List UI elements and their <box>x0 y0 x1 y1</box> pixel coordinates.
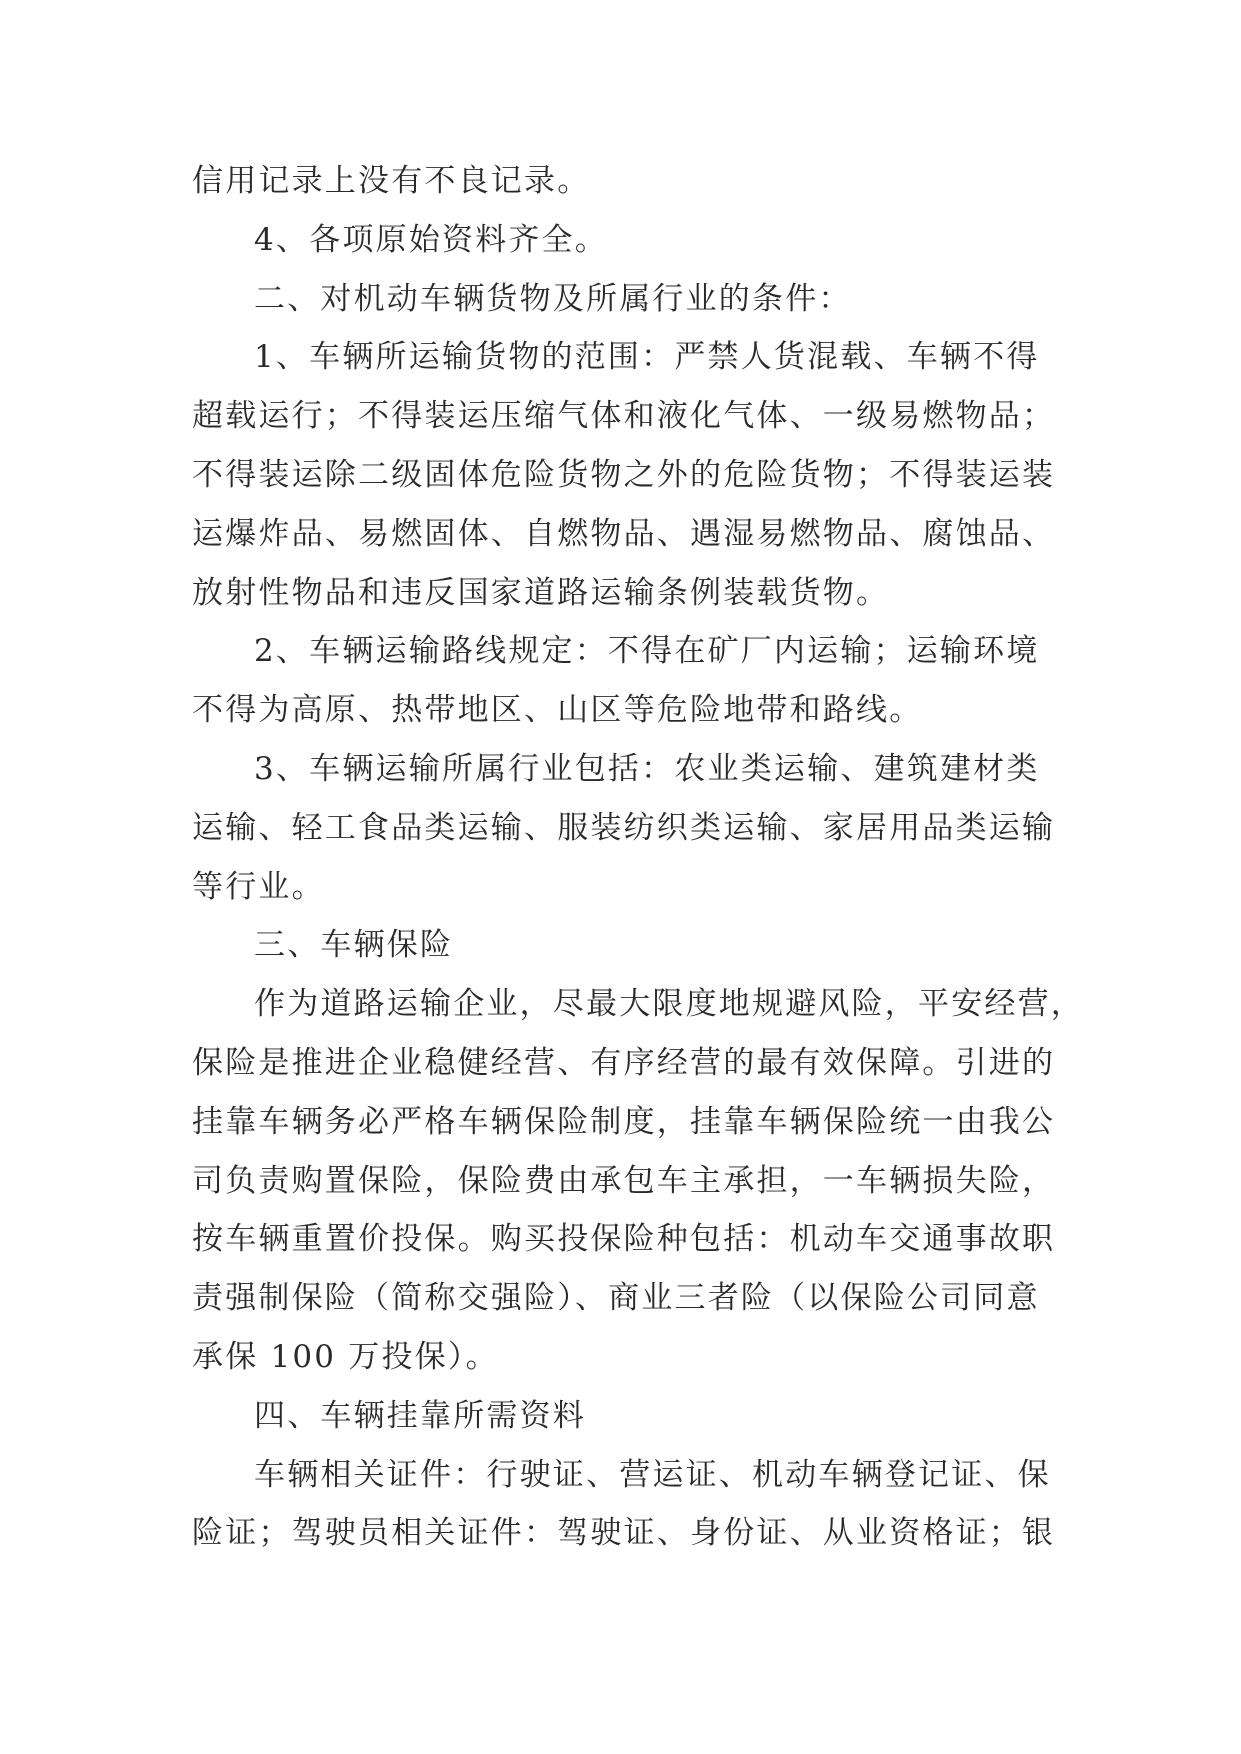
text-line: 4、各项原始资料齐全。 <box>254 221 608 258</box>
text-line: 运输、轻工食品类运输、服装纺织类运输、家居用品类运输 <box>192 809 1056 846</box>
text-line: 车辆相关证件：行驶证、营运证、机动车辆登记证、保 <box>254 1456 1051 1493</box>
document-body <box>192 152 1084 1563</box>
text-line: 1、车辆所运输货物的范围：严禁人货混载、车辆不得 <box>254 339 1040 376</box>
text-line: 按车辆重置价投保。购买投保险种包括：机动车交通事故职 <box>192 1221 1056 1258</box>
text-line: 挂靠车辆务必严格车辆保险制度，挂靠车辆保险统一由我公 <box>192 1103 1056 1140</box>
text-line: 司负责购置保险，保险费由承包车主承担，一车辆损失险， <box>192 1162 1056 1199</box>
text-line: 2、车辆运输路线规定：不得在矿厂内运输；运输环境 <box>254 633 1040 670</box>
text-line: 作为道路运输企业，尽最大限度地规避风险，平安经营， <box>254 986 1084 1023</box>
text-line: 承保 100 万投保）。 <box>192 1338 499 1375</box>
text-line: 放射性物品和违反国家道路运输条例装载货物。 <box>192 574 890 611</box>
text-line: 信用记录上没有不良记录。 <box>192 163 591 199</box>
text-line: 3、车辆运输所属行业包括：农业类运输、建筑建材类 <box>254 750 1040 787</box>
text-line: 不得装运除二级固体危险货物之外的危险货物；不得装运装 <box>192 456 1056 493</box>
text-line: 三、车辆保险 <box>254 927 454 964</box>
text-line: 等行业。 <box>192 868 325 905</box>
text-line: 超载运行；不得装运压缩气体和液化气体、一级易燃物品； <box>192 398 1056 435</box>
text-line: 不得为高原、热带地区、山区等危险地带和路线。 <box>192 692 923 729</box>
text-line: 二、对机动车辆货物及所属行业的条件： <box>254 280 852 317</box>
text-line: 险证；驾驶员相关证件：驾驶证、身份证、从业资格证；银 <box>192 1515 1056 1552</box>
text-line: 责强制保险（简称交强险）、商业三者险（以保险公司同意 <box>192 1280 1040 1317</box>
text-line: 保险是推进企业稳健经营、有序经营的最有效保障。引进的 <box>192 1044 1056 1081</box>
text-line: 运爆炸品、易燃固体、自燃物品、遇湿易燃物品、腐蚀品、 <box>192 515 1056 552</box>
text-line: 四、车辆挂靠所需资料 <box>254 1397 586 1434</box>
